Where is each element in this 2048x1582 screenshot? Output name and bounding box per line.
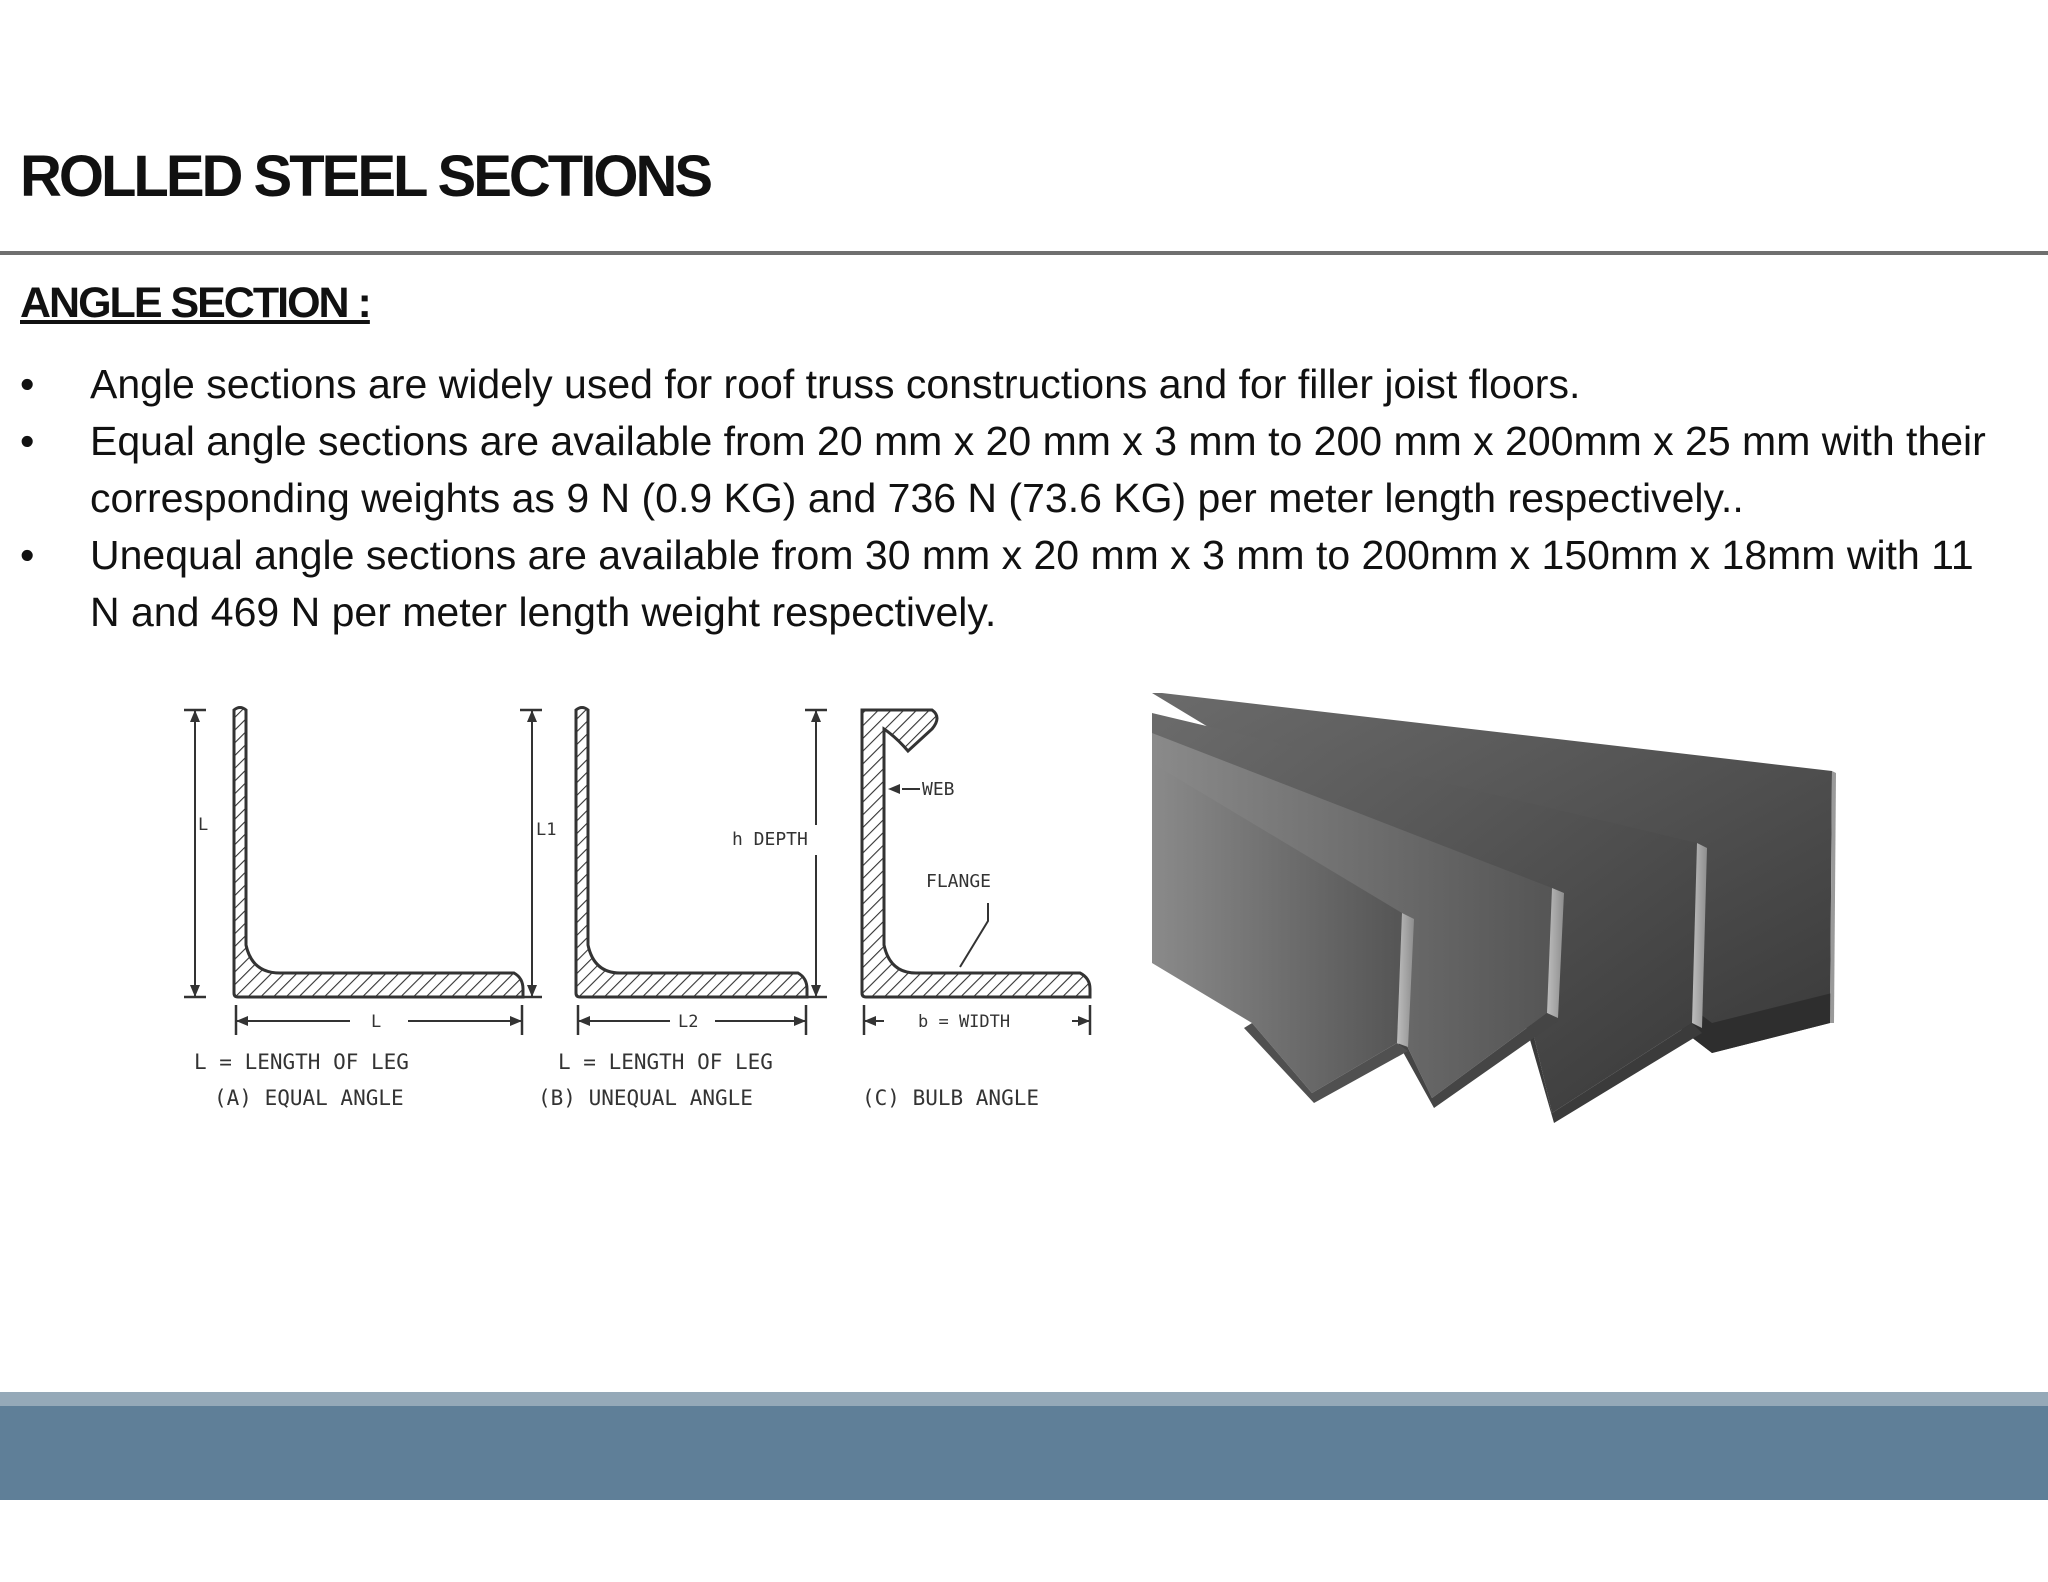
unequal-angle-caption-2: (B) UNEQUAL ANGLE xyxy=(538,1086,753,1110)
unequal-angle-shape xyxy=(576,708,807,998)
equal-angle-shape xyxy=(234,708,523,998)
bullet-item xyxy=(20,356,2010,413)
title-divider xyxy=(0,251,2048,255)
steel-angle-photo xyxy=(1152,693,1856,1146)
footer-band xyxy=(0,1406,2048,1500)
equal-angle-caption-1: L = LENGTH OF LEG xyxy=(194,1050,409,1074)
bullet-marker: • xyxy=(20,532,35,578)
bullet-text: Angle sections are widely used for roof truss constructions and for filler joist floors. xyxy=(90,361,1581,407)
bullet-text: Unequal angle sections are available from 30 mm x 20 mm x 3 mm to 200mm x 150mm x 18mm with 11 N and 469 N per meter length weight respectively. xyxy=(90,532,1974,635)
unequal-leg-height-label: L1 xyxy=(536,820,557,840)
equal-angle-diagram xyxy=(184,708,523,1111)
bulb-angle-shape xyxy=(862,710,1090,997)
unequal-angle-caption-1: L = LENGTH OF LEG xyxy=(558,1050,773,1074)
bullet-list xyxy=(20,356,2010,641)
unequal-angle-diagram xyxy=(520,708,807,1111)
equal-angle-caption-2: (A) EQUAL ANGLE xyxy=(214,1086,404,1110)
bullet-marker: • xyxy=(20,418,35,464)
unequal-leg-width-label: L2 xyxy=(678,1012,699,1032)
bullet-item xyxy=(20,527,2010,641)
section-heading: ANGLE SECTION : xyxy=(20,279,370,327)
bullet-item xyxy=(20,413,2010,527)
bulb-width-label: b = WIDTH xyxy=(918,1012,1011,1032)
bulb-angle-caption: (C) BULB ANGLE xyxy=(862,1086,1040,1110)
angle-section-diagrams xyxy=(180,695,1120,1125)
bullet-text: Equal angle sections are available from 20 mm x 20 mm x 3 mm to 200 mm x 200mm x 25 mm with their corresponding weights as 9 N (0.9 KG) and 736 N (73.6 KG) per meter length respectively.. xyxy=(90,418,1986,521)
bullet-marker: • xyxy=(20,361,35,407)
footer-accent-strip xyxy=(0,1392,2048,1406)
equal-leg-width-label: L xyxy=(371,1012,382,1032)
bulb-angle-diagram xyxy=(732,710,1090,1110)
equal-leg-height-label: L xyxy=(198,815,209,835)
bulb-depth-label: h DEPTH xyxy=(732,829,808,850)
slide-title: ROLLED STEEL SECTIONS xyxy=(20,144,711,209)
bulb-web-label: WEB xyxy=(922,779,955,800)
bulb-flange-label: FLANGE xyxy=(926,871,992,892)
